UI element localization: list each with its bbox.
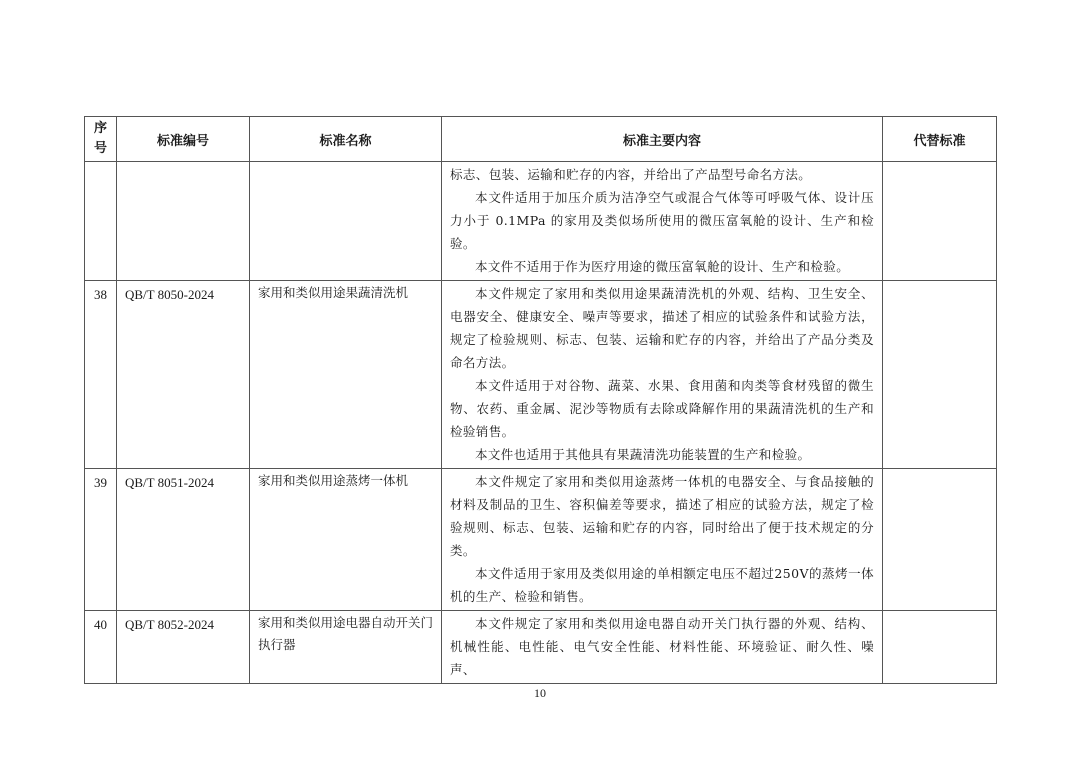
cell-name: 家用和类似用途电器自动开关门执行器 xyxy=(250,611,442,684)
cell-no xyxy=(85,162,117,281)
content-paragraph: 本文件规定了家用和类似用途蒸烤一体机的电器安全、与食品接触的材料及制品的卫生、容积偏差等要求，描述了相应的试验方法，规定了检验规则、标志、包装、运输和贮存的内容，同时给出了便于技术规定的分类。 xyxy=(450,474,874,558)
cell-code: QB/T 8051-2024 xyxy=(117,469,250,611)
table-row xyxy=(85,611,997,684)
page-number: 10 xyxy=(534,686,546,700)
content-paragraph: 标志、包装、运输和贮存的内容，并给出了产品型号命名方法。 xyxy=(450,167,812,182)
cell-name xyxy=(250,162,442,281)
content-paragraph: 本文件适用于加压介质为洁净空气或混合气体等可呼吸气体、设计压力小于 0.1MPa 的家用及类似场所使用的微压富氧舱的设计、生产和检验。 xyxy=(450,190,874,251)
header-serial-line2: 号 xyxy=(93,141,107,156)
header-standard-code: 标准编号 xyxy=(117,117,250,162)
content-paragraph: 本文件适用于对谷物、蔬菜、水果、食用菌和肉类等食材残留的微生物、农药、重金属、泥沙等物质有去除或降解作用的果蔬清洗机的生产和检验销售。 xyxy=(450,378,874,439)
cell-content xyxy=(442,162,883,281)
standards-table xyxy=(84,116,997,684)
cell-replace xyxy=(883,469,997,611)
table-row xyxy=(85,281,997,469)
cell-code xyxy=(117,162,250,281)
header-main-content: 标准主要内容 xyxy=(442,117,883,162)
cell-name: 家用和类似用途蒸烤一体机 xyxy=(250,469,442,611)
content-paragraph: 本文件也适用于其他具有果蔬清洗功能装置的生产和检验。 xyxy=(475,447,811,462)
cell-code: QB/T 8050-2024 xyxy=(117,281,250,469)
cell-replace xyxy=(883,611,997,684)
cell-no: 38 xyxy=(85,281,117,469)
header-serial-number xyxy=(85,117,117,162)
cell-replace xyxy=(883,281,997,469)
cell-replace xyxy=(883,162,997,281)
content-paragraph: 本文件规定了家用和类似用途果蔬清洗机的外观、结构、卫生安全、电器安全、健康安全、噪声等要求，描述了相应的试验条件和试验方法，规定了检验规则、标志、包装、运输和贮存的内容，并给出了产品分类及命名方法。 xyxy=(450,286,874,370)
cell-code: QB/T 8052-2024 xyxy=(117,611,250,684)
header-replaced-standard: 代替标准 xyxy=(883,117,997,162)
header-serial-line1: 序 xyxy=(93,121,107,136)
cell-content xyxy=(442,281,883,469)
content-paragraph: 本文件适用于家用及类似用途的单相额定电压不超过250V的蒸烤一体机的生产、检验和销售。 xyxy=(450,566,874,604)
cell-content xyxy=(442,611,883,684)
table-row-continuation xyxy=(85,162,997,281)
cell-no: 40 xyxy=(85,611,117,684)
content-paragraph: 本文件不适用于作为医疗用途的微压富氧舱的设计、生产和检验。 xyxy=(475,259,850,274)
cell-name: 家用和类似用途果蔬清洗机 xyxy=(250,281,442,469)
cell-no: 39 xyxy=(85,469,117,611)
table-row xyxy=(85,469,997,611)
cell-content xyxy=(442,469,883,611)
header-standard-name: 标准名称 xyxy=(250,117,442,162)
content-paragraph: 本文件规定了家用和类似用途电器自动开关门执行器的外观、结构、机械性能、电性能、电气安全性能、材料性能、环境验证、耐久性、噪声、 xyxy=(450,616,874,677)
table-header-row xyxy=(85,117,997,162)
